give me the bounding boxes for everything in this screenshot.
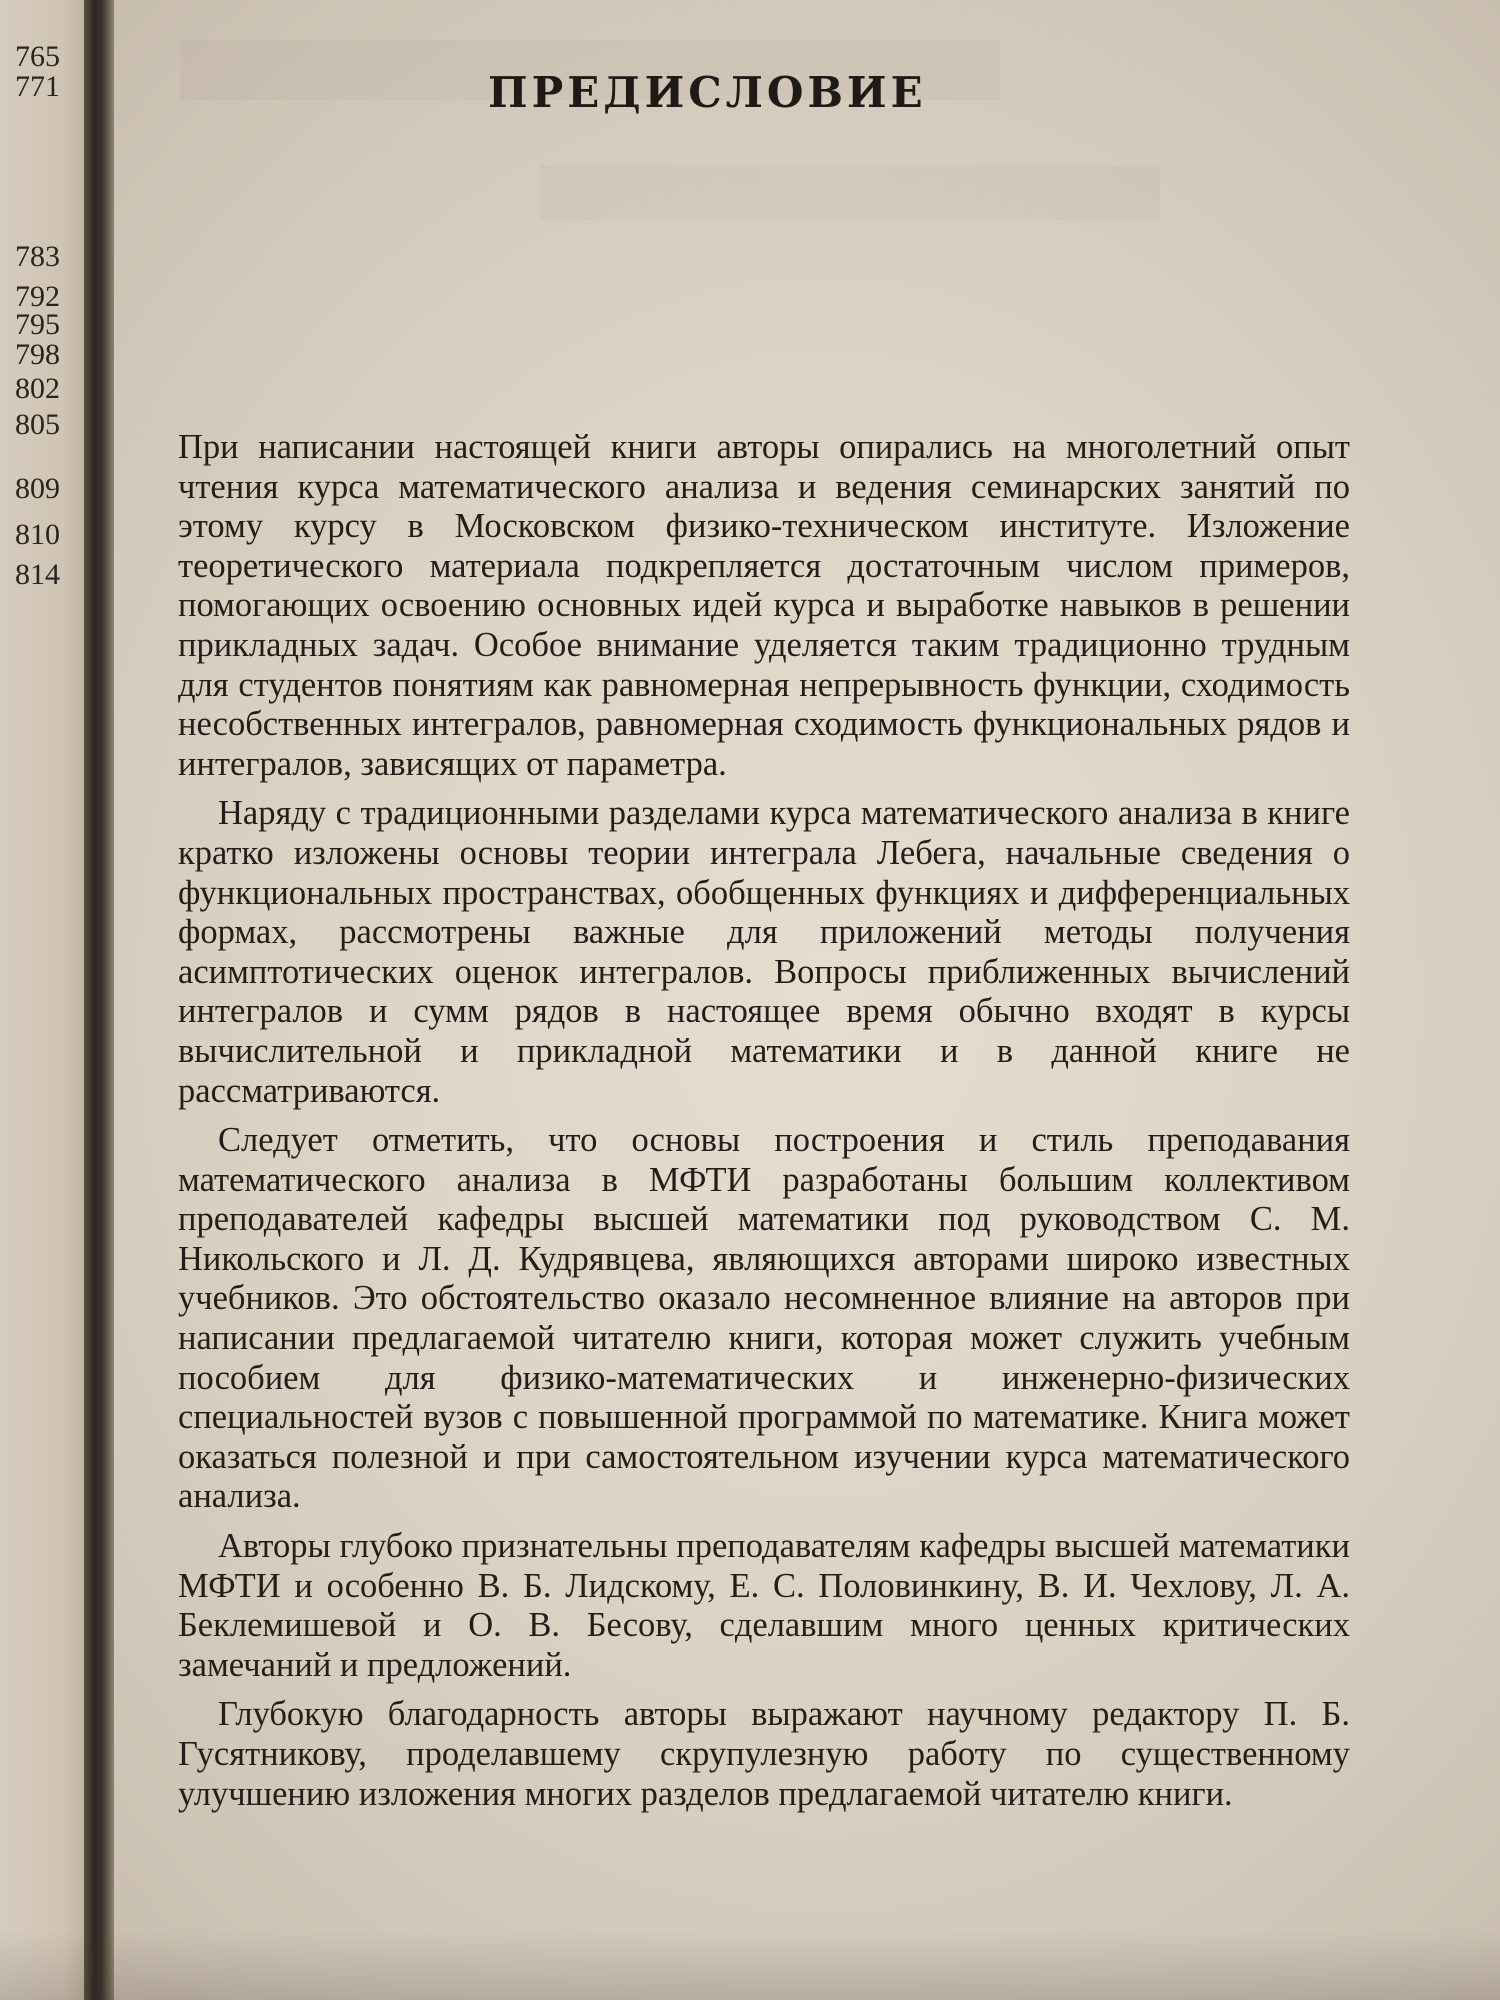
bleed-through-shadow (540, 165, 1160, 220)
left-page-number: 795 (15, 308, 60, 341)
left-page-number: 783 (15, 240, 60, 273)
left-page-number: 792 (15, 280, 60, 313)
left-page-number: 771 (15, 70, 60, 103)
left-page-numbers (0, 0, 80, 600)
left-page-number: 814 (15, 558, 60, 591)
left-page-number: 765 (15, 40, 60, 73)
left-page-number: 809 (15, 472, 60, 505)
left-page-number: 810 (15, 518, 60, 551)
paragraph: При написании настоящей книги авторы опирались на многолетний опыт чтения курса математического анализа и ведения семинарских занятий по этому курсу в Московском физико-техническом институте. Изложение теоретического материала подкрепляется достаточным числом примеров, помогающих освоению основных идей курса и выработке навыков в решении прикладных задач. Особое внимание уделяется таким традиционно трудным для студентов понятиям как равномерная непрерывность функции, сходимость несобственных интегралов, равномерная сходимость функциональных рядов и интегралов, зависящих от параметра. (178, 428, 1350, 783)
paragraph: Наряду с традиционными разделами курса математического анализа в книге кратко изложены основы теории интеграла Лебега, начальные сведения о функциональных пространствах, обобщенных функциях и дифференциальных формах, рассмотрены важные для приложений методы получения асимптотических оценок интегралов. Вопросы приближенных вычислений интегралов и сумм рядов в настоящее время обычно входят в курсы вычислительной и прикладной математики и в данной книге не рассматриваются. (178, 794, 1350, 1110)
page-bottom-shadow (0, 1930, 1500, 2000)
preface-body (178, 428, 1350, 1824)
left-page-number: 798 (15, 338, 60, 371)
left-page-number: 805 (15, 408, 60, 441)
paragraph: Глубокую благодарность авторы выражают научному редактору П. Б. Гусятникову, проделавшему скрупулезную работу по существенному улучшению изложения многих разделов предлагаемой читателю книги. (178, 1695, 1350, 1813)
left-page-number: 802 (15, 372, 60, 405)
book-gutter (84, 0, 114, 2000)
paragraph: Авторы глубоко признательны преподавателям кафедры высшей математики МФТИ и особенно В. Б. Лидскому, Е. С. Половинкину, В. И. Чехлову, Л. А. Беклемишевой и О. В. Бесову, сделавшим много ценных критических замечаний и предложений. (178, 1527, 1350, 1684)
paragraph: Следует отметить, что основы построения и стиль преподавания математического анализа в МФТИ разработаны большим коллективом преподавателей кафедры высшей математики под руководством С. М. Никольского и Л. Д. Кудрявцева, являющихся авторами широко известных учебников. Это обстоятельство оказало несомненное влияние на авторов при написании предлагаемой читателю книги, которая может служить учебным пособием для физико-математических и инженерно-физических специальностей вузов с повышенной программой по математике. Книга может оказаться полезной и при самостоятельном изучении курса математического анализа. (178, 1121, 1350, 1516)
page-title: ПРЕДИСЛОВИЕ (488, 68, 927, 118)
left-page (0, 0, 92, 2000)
